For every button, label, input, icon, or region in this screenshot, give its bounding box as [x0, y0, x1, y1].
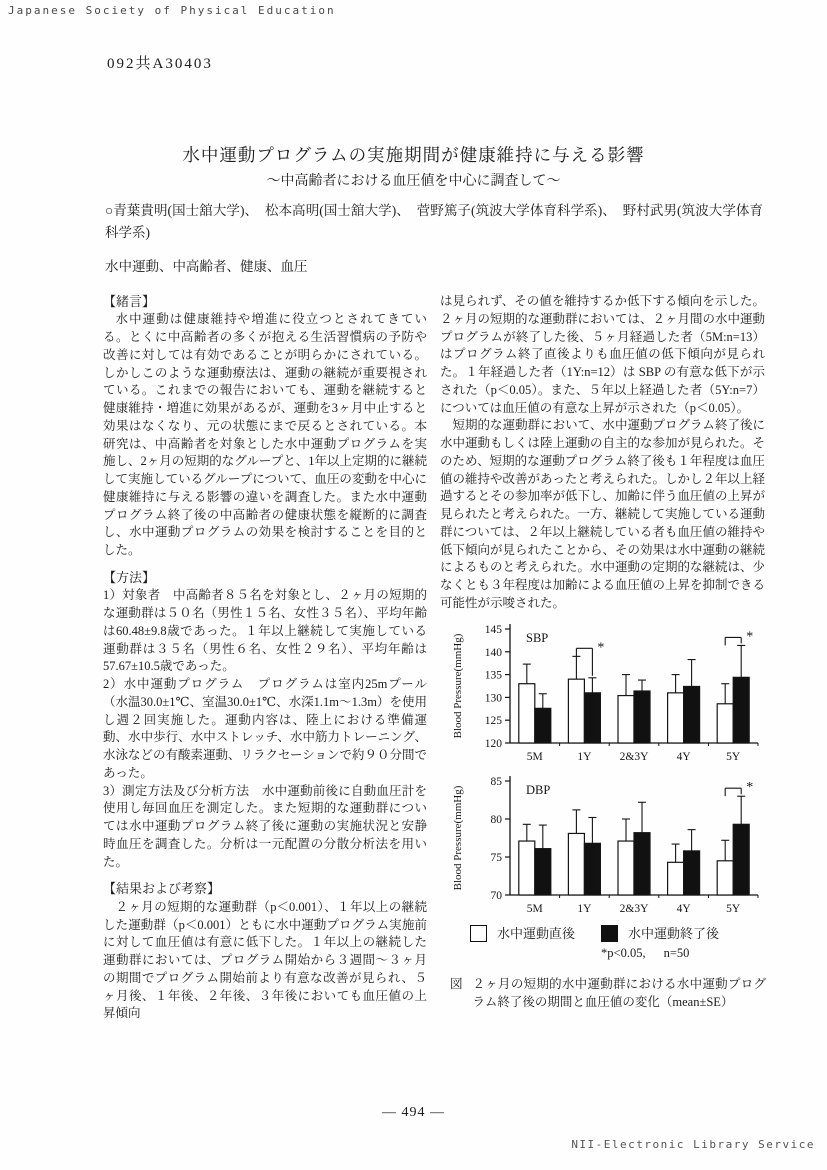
- svg-text:2&3Y: 2&3Y: [619, 750, 649, 763]
- p-value-note: *p<0.05,: [601, 945, 646, 960]
- legend-item-immediate: [470, 925, 575, 943]
- dbp-bar-chart: [448, 771, 766, 923]
- figure-caption-text: ２ヶ月の短期的水中運動群における水中運動プログラム終了後の期間と血圧値の変化（mean±SE）: [472, 976, 766, 1010]
- method-heading: 【方法】: [103, 569, 156, 585]
- results-paragraph-right-2: 短期的な運動群において、水中運動プログラム終了後に水中運動もしくは陸上運動の自主的な参加が見られた。そのため、短期的な運動プログラム終了後も１年程度は血圧値の維持や改善があったと考えられた。しかし２年以上経過するとその参加率が低下し、加齢に伴う血圧値の上昇が見られたと考えられた。一方、継続して実施している運動群については、２年以上継続している者も血圧値の維持や低下傾向が見られたことから、その効果は水中運動の継続によるものと考えられた。水中運動の定期的な継続は、少なくとも３年程度は加齢による血圧値の上昇を抑制できる可能性が示唆された。: [440, 418, 766, 610]
- legend-label-immediate: 水中運動直後: [497, 925, 576, 941]
- svg-text:5Y: 5Y: [726, 902, 741, 915]
- svg-text:Blood Pressure(mmHg): Blood Pressure(mmHg): [452, 785, 464, 890]
- nii-footer: NII-Electronic Library Service: [571, 1138, 815, 1151]
- intro-paragraph: 水中運動は健康維持や増進に役立つとされてきている。とくに中高齢者の多くが抱える生活習慣病の予防や改善に対しては有効であることが明らかにされている。しかしこのような運動療法は、運動の継続が重要視されている。これまでの報告においても、運動を継続すると健康維持・増進に効果があるが、運動を3ヶ月中止すると効果はなくなり、元の状態にまで戻るとされている。本研究は、中高齢者を対象とした水中運動プログラムを実施し、2ヶ月の短期的なグループと、1年以上定期的に継続して実施しているグループについて、血圧の変動を中心に健康維持に与える影響の違いを調査した。また水中運動プログラム終了後の中高齢者の健康状態を縦断的に調査し、水中運動プログラムの効果を検討することを目的とした。: [103, 312, 428, 558]
- legend-label-after: 水中運動終了後: [628, 925, 720, 941]
- keywords-line: 水中運動、中高齢者、健康、血圧: [105, 259, 308, 274]
- results-paragraph-right-1: は見られず、その値を維持するか低下する傾向を示した。２ヶ月の短期的な運動群においては、２ヶ月間の水中運動プログラムが終了した後、５ヶ月経過した者（5M:n=13）はプログラム終了直後よりも血圧値の低下傾向が見られた。１年経過した者（1Y:n=12）は SBP の有意な低下が示された（p＜0.05）。また、５年以上経過した者（5Y:n=7）については血圧値の有意な上昇が示された（p＜0.05）。: [440, 294, 766, 415]
- svg-text:2&3Y: 2&3Y: [619, 902, 649, 915]
- svg-text:120: 120: [484, 737, 502, 750]
- svg-text:135: 135: [484, 669, 502, 682]
- scan-source-header: Japanese Society of Physical Education: [8, 4, 336, 17]
- sample-size-note: n=50: [663, 945, 690, 960]
- results-heading: 【結果および考察】: [103, 881, 221, 897]
- figure-caption: [450, 975, 766, 1013]
- figure-caption-label: 図: [450, 976, 463, 991]
- figure-block: [448, 619, 766, 1013]
- svg-text:75: 75: [490, 851, 502, 864]
- method-item-subjects: 1）対象者 中高齢者８５名を対象とし、２ヶ月の短期的な運動群は５０名（男性１５名、女性３５名）、平均年齢は60.48±9.8歳であった。１年以上継続して実施している運動群は３５名（男性６名、女性２９名）、平均年齢は57.67±10.5歳であった。: [103, 588, 427, 674]
- filled-square-icon: [601, 925, 618, 942]
- figure-legend: [470, 925, 766, 963]
- document-id: 092共A30403: [107, 56, 213, 72]
- method-item-measurement: 3）測定方法及び分析方法 水中運動前後に自動血圧計を使用し毎回血圧を測定した。また短期的な運動群については水中運動プログラム終了後に運動の実施状況と安静時血圧を調査した。分析は一元配置の分散分析法を用いた。: [103, 783, 427, 869]
- svg-text:Blood Pressure(mmHg): Blood Pressure(mmHg): [452, 633, 464, 738]
- author-line: ○青葉貴明(国士舘大学)、 松本高明(国士舘大学)、 菅野篤子(筑波大学体育科学系)、 野村武男(筑波大学体育科学系): [105, 203, 763, 241]
- svg-text:DBP: DBP: [526, 782, 551, 797]
- svg-text:5Y: 5Y: [726, 750, 741, 763]
- open-square-icon: [470, 925, 487, 942]
- figure-stat-note: [601, 945, 719, 963]
- results-paragraph-left: ２ヶ月の短期的な運動群（p＜0.001）、１年以上の継続した運動群（p＜0.001）ともに水中運動プログラム実施前に対して血圧値は有意に低下した。１年以上の継続した運動群においては、プログラム開始から３週間～３ヶ月の期間でプログラム開始前より有意な改善が見られ、５ヶ月後、１年後、２年後、３年後においても血圧値の上昇傾向: [103, 899, 427, 1021]
- svg-text:4Y: 4Y: [676, 750, 691, 763]
- right-column: [440, 293, 765, 1023]
- svg-text:130: 130: [484, 691, 502, 704]
- svg-text:5M: 5M: [526, 750, 543, 763]
- paper-title: 水中運動プログラムの実施期間が健康維持に与える影響: [182, 145, 645, 165]
- svg-text:SBP: SBP: [526, 630, 549, 645]
- svg-text:*: *: [597, 639, 605, 655]
- svg-text:145: 145: [484, 623, 502, 636]
- intro-heading: 【緒言】: [103, 294, 156, 309]
- svg-text:1Y: 1Y: [577, 902, 592, 915]
- sbp-bar-chart: [448, 619, 766, 771]
- svg-text:1Y: 1Y: [577, 750, 592, 763]
- svg-text:*: *: [746, 628, 754, 644]
- paper-subtitle: ～中高齢者における血圧値を中心に調査して～: [266, 174, 561, 189]
- svg-text:85: 85: [490, 775, 502, 788]
- svg-text:4Y: 4Y: [676, 902, 691, 915]
- page-number: ― 494 ―: [382, 1105, 445, 1120]
- method-item-program: 2）水中運動プログラム プログラムは室内25mプール（水温30.0±1℃、室温30.0±1℃、水深1.1m～1.3m）を使用し週２回実施した。運動内容は、陸上における準備運動、水中歩行、水中ストレッチ、水中筋力トレーニング、水泳などの有酸素運動、リラクセーションで約９０分間であった。: [103, 677, 428, 780]
- left-column: [103, 293, 427, 1023]
- svg-text:*: *: [746, 779, 754, 795]
- two-column-body: [103, 293, 765, 1023]
- svg-text:5M: 5M: [526, 902, 543, 915]
- legend-item-after: [601, 925, 719, 963]
- svg-text:140: 140: [484, 646, 502, 659]
- svg-text:125: 125: [484, 714, 502, 727]
- svg-text:80: 80: [490, 813, 502, 826]
- svg-text:70: 70: [490, 889, 502, 902]
